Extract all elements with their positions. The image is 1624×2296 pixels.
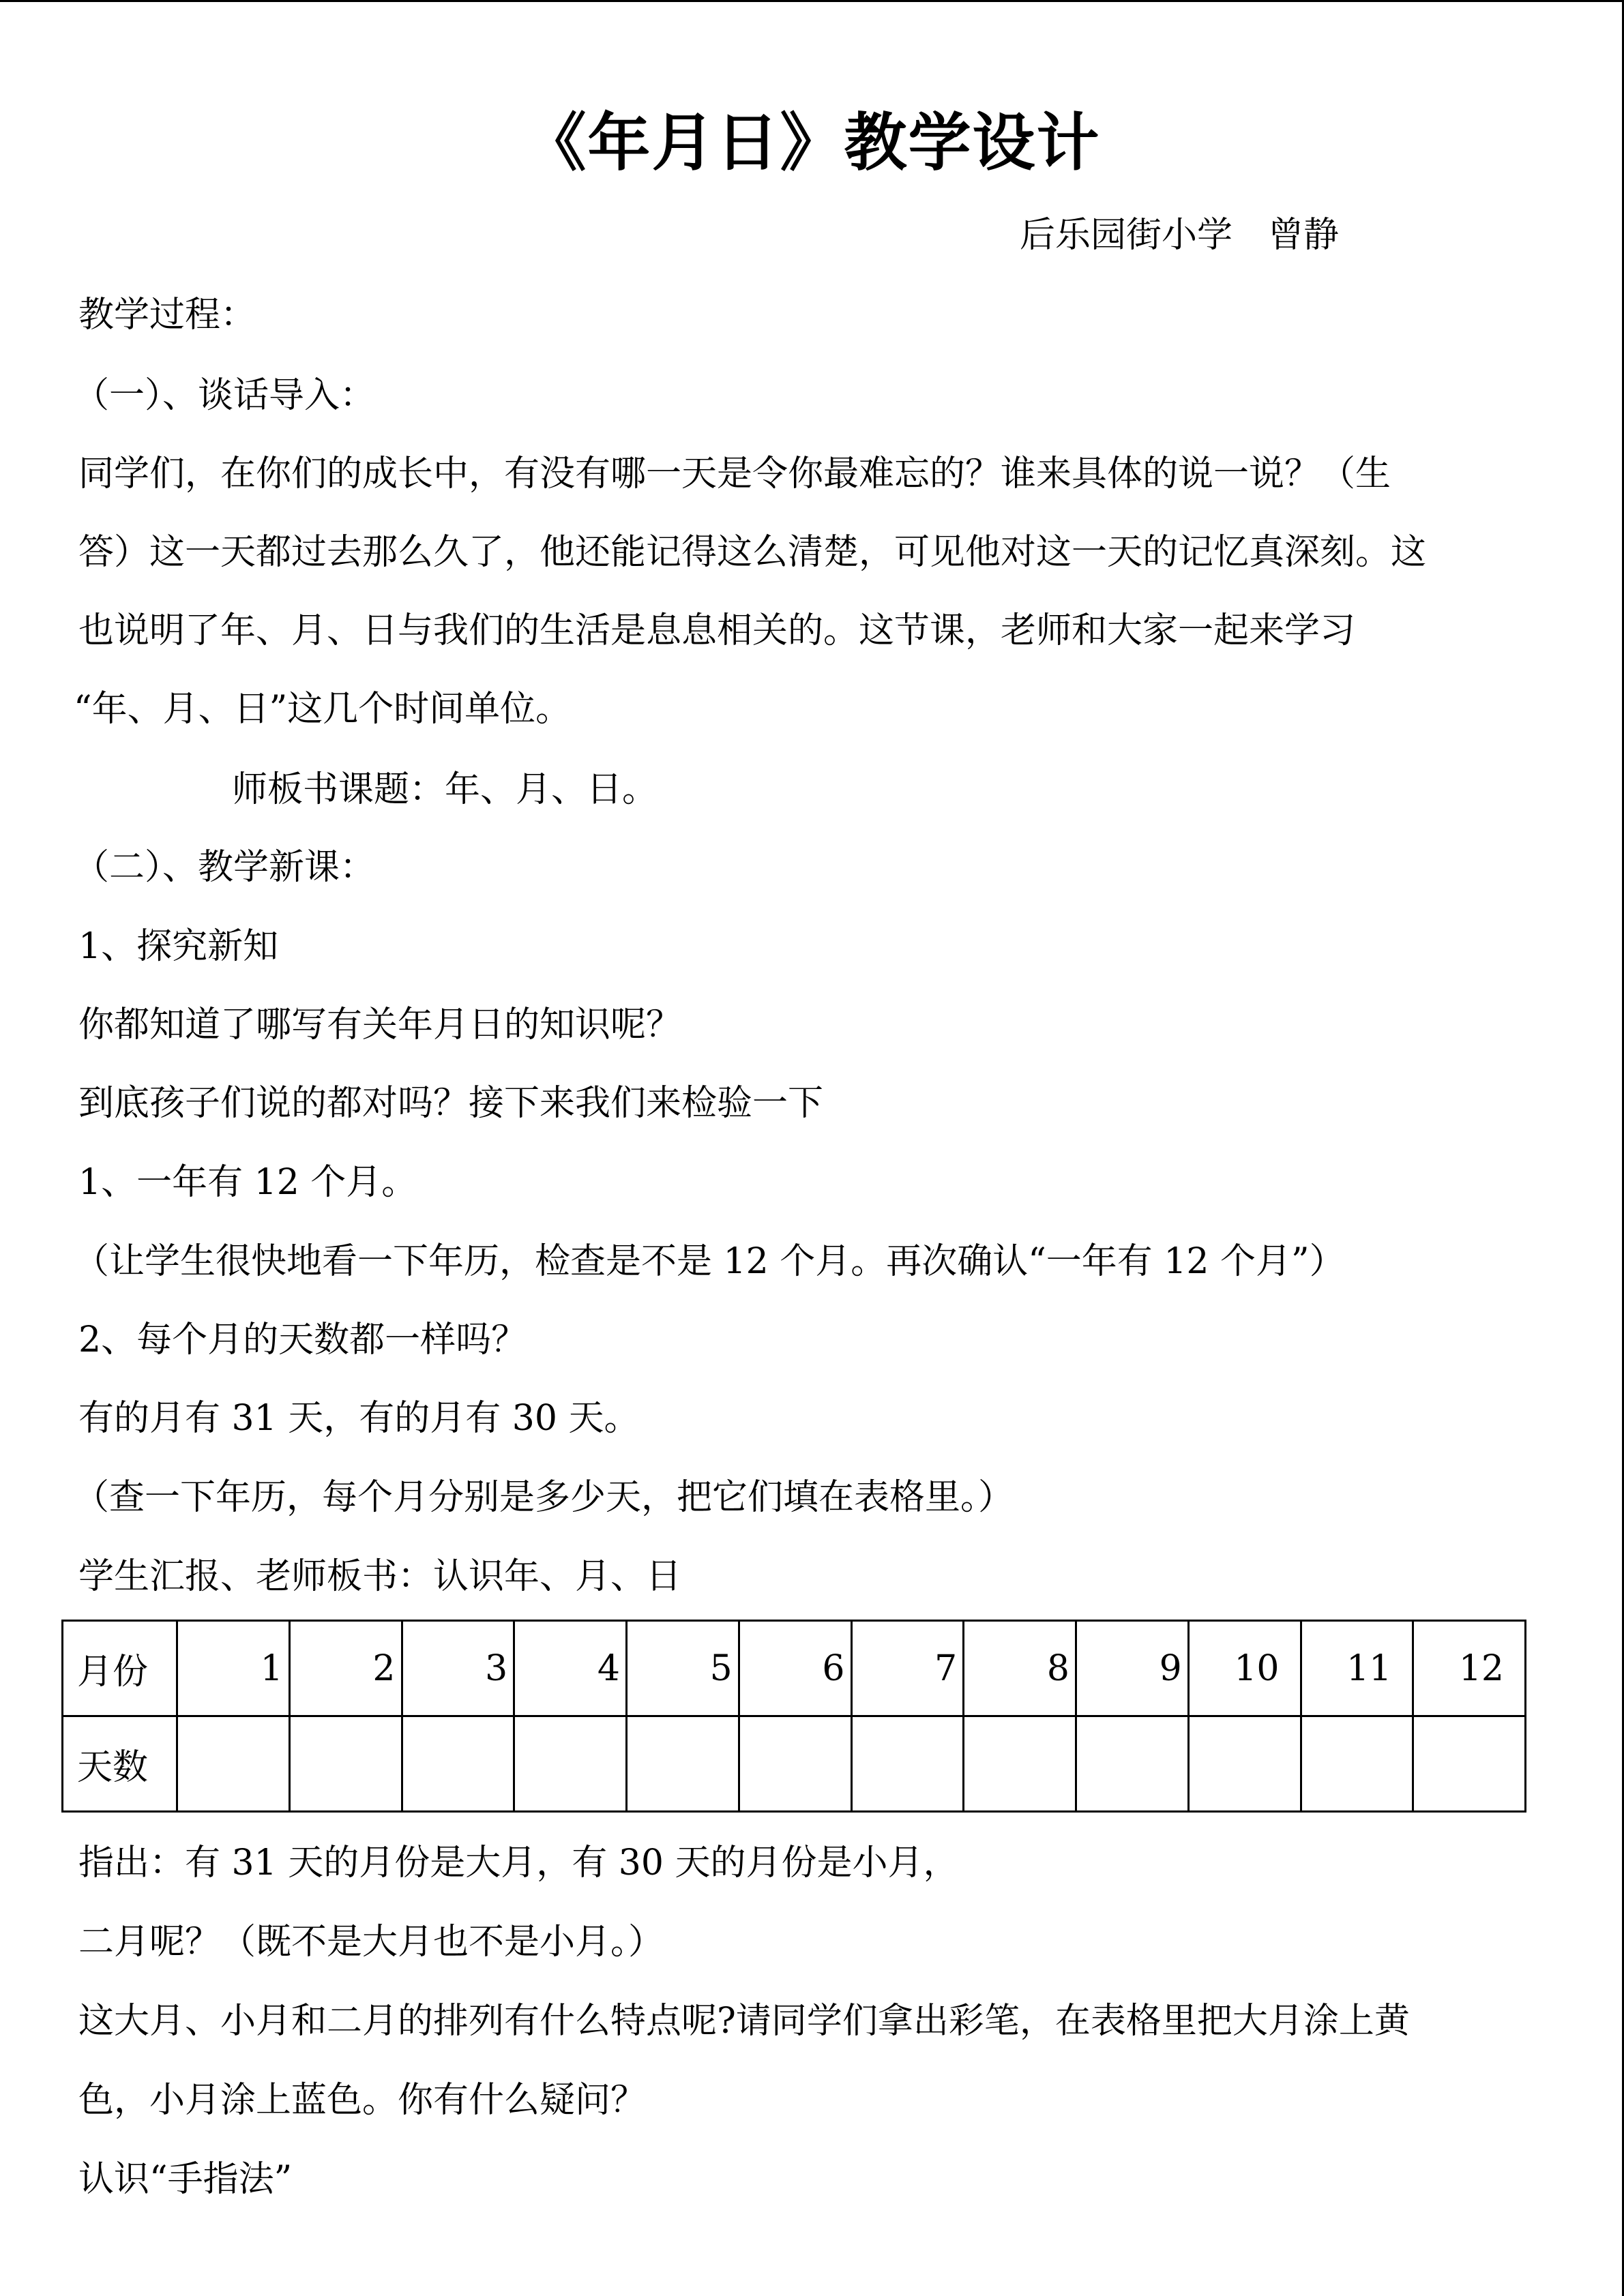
month-cell: 10 <box>1188 1621 1301 1716</box>
month-cell: 1 <box>177 1621 290 1716</box>
text-line: （查一下年历，每个月分别是多少天，把它们填在表格里。） <box>74 1477 1014 1518</box>
text-line: 教学过程： <box>78 295 256 336</box>
days-cell <box>739 1716 851 1812</box>
days-cell <box>514 1716 627 1812</box>
days-cell <box>1188 1716 1301 1812</box>
row-header-days: 天数 <box>63 1716 177 1812</box>
text-line: 认识“手指法” <box>78 2159 293 2200</box>
page-border-top <box>0 0 1624 2</box>
month-cell: 12 <box>1413 1621 1526 1716</box>
month-cell: 6 <box>739 1621 851 1716</box>
month-cell: 8 <box>964 1621 1076 1716</box>
author-line: 后乐园街小学 曾静 <box>1020 215 1340 256</box>
text-line: 二月呢？（既不是大月也不是小月。） <box>78 1922 664 1963</box>
table-row <box>63 1621 1526 1716</box>
text-line: 到底孩子们说的都对吗？接下来我们来检验一下 <box>78 1083 824 1124</box>
month-cell: 3 <box>402 1621 514 1716</box>
text-line: 1、探究新知 <box>78 926 279 967</box>
days-cell <box>177 1716 290 1812</box>
text-line: 学生汇报、老师板书：认识年、月、日 <box>78 1556 682 1597</box>
table-row <box>63 1716 1526 1812</box>
text-line: “年、月、日”这几个时间单位。 <box>74 689 572 730</box>
days-cell <box>851 1716 964 1812</box>
row-header-month: 月份 <box>63 1621 177 1716</box>
days-cell <box>1076 1716 1189 1812</box>
days-cell <box>964 1716 1076 1812</box>
month-cell: 9 <box>1076 1621 1189 1716</box>
text-line: 1、一年有 12 个月。 <box>78 1162 417 1203</box>
section-heading: （二）、教学新课： <box>74 847 376 888</box>
days-cell <box>1301 1716 1413 1812</box>
days-cell <box>402 1716 514 1812</box>
document-title: 《年月日》教学设计 <box>523 106 1101 179</box>
text-line: 这大月、小月和二月的排列有什么特点呢?请同学们拿出彩笔，在表格里把大月涂上黄 <box>78 2001 1410 2042</box>
days-cell <box>289 1716 402 1812</box>
text-line: （让学生很快地看一下年历，检查是不是 12 个月。再次确认“一年有 12 个月”） <box>74 1241 1345 1282</box>
month-cell: 2 <box>289 1621 402 1716</box>
month-cell: 11 <box>1301 1621 1413 1716</box>
month-cell: 5 <box>627 1621 739 1716</box>
month-days-table <box>61 1620 1526 1813</box>
days-cell <box>627 1716 739 1812</box>
text-line: 答）这一天都过去那么久了，他还能记得这么清楚，可见他对这一天的记忆真深刻。这 <box>78 532 1427 573</box>
section-heading: （一）、谈话导入： <box>74 375 376 416</box>
text-line: 师板书课题：年、月、日。 <box>232 769 658 810</box>
text-line: 色，小月涂上蓝色。你有什么疑问？ <box>78 2080 647 2121</box>
text-line: 有的月有 31 天，有的月有 30 天。 <box>78 1398 640 1439</box>
month-cell: 4 <box>514 1621 627 1716</box>
month-cell: 7 <box>851 1621 964 1716</box>
text-line: 你都知道了哪写有关年月日的知识呢？ <box>78 1004 682 1045</box>
text-line: 指出：有 31 天的月份是大月，有 30 天的月份是小月， <box>78 1843 959 1883</box>
text-line: 也说明了年、月、日与我们的生活是息息相关的。这节课，老师和大家一起来学习 <box>78 610 1356 651</box>
text-line: 同学们，在你们的成长中，有没有哪一天是令你最难忘的？谁来具体的说一说？（生 <box>78 453 1391 494</box>
text-line: 2、每个月的天数都一样吗？ <box>78 1320 527 1360</box>
days-cell <box>1413 1716 1526 1812</box>
